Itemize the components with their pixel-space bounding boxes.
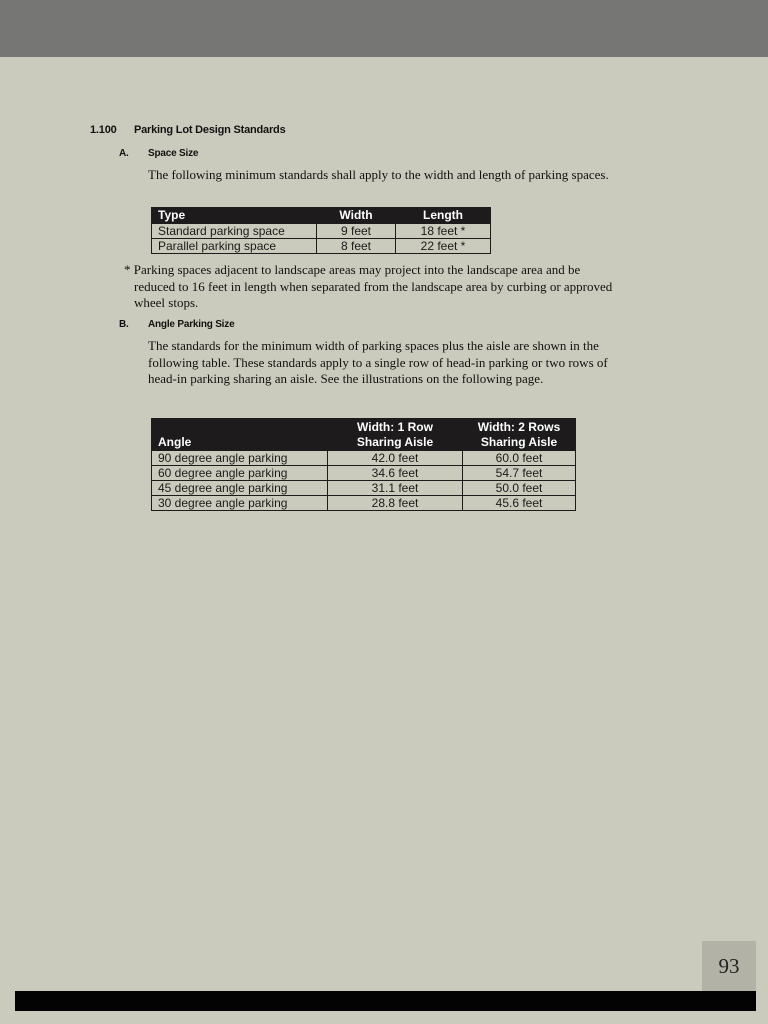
table-cell: 22 feet * <box>396 239 491 254</box>
footnote: * Parking spaces adjacent to landscape areas may project into the landscape area and be reduced to 16 feet in length when separated from the landscape area by curbing or approved wheel stops. <box>124 262 613 310</box>
table-cell: 60 degree angle parking <box>152 466 328 481</box>
table-header-row <box>152 208 491 224</box>
subsection-a-title: Space Size <box>148 148 199 159</box>
column-header: Width <box>317 208 396 224</box>
table-row <box>152 496 576 511</box>
subsection-b-title: Angle Parking Size <box>148 319 235 330</box>
table-cell: 45.6 feet <box>463 496 576 511</box>
table-cell: 34.6 feet <box>328 466 463 481</box>
table-cell: 8 feet <box>317 239 396 254</box>
section-heading <box>90 124 285 136</box>
column-header: Length <box>396 208 491 224</box>
table-row <box>152 224 491 239</box>
page-number-box <box>702 941 756 991</box>
angle-parking-paragraph: The standards for the minimum width of parking spaces plus the aisle are shown in the following table. These standards apply to a single row of head-in parking or two rows of head-in parking sharing an aisle. See the illustrations on the following page. <box>148 338 608 386</box>
table-cell: 42.0 feet <box>328 451 463 466</box>
table-cell: 30 degree angle parking <box>152 496 328 511</box>
page-number: 93 <box>718 953 740 978</box>
column-header: Type <box>152 208 317 224</box>
table-cell: 45 degree angle parking <box>152 481 328 496</box>
table-cell: 60.0 feet <box>463 451 576 466</box>
table-row <box>152 481 576 496</box>
column-header: Angle <box>152 419 328 451</box>
table-cell: 90 degree angle parking <box>152 451 328 466</box>
space-size-paragraph: The following minimum standards shall apply to the width and length of parking spaces. <box>148 167 609 182</box>
table-cell: 54.7 feet <box>463 466 576 481</box>
table-row <box>152 466 576 481</box>
subsection-a-letter: A. <box>119 148 129 159</box>
section-number: 1.100 <box>90 124 117 136</box>
table-cell: 31.1 feet <box>328 481 463 496</box>
table-cell: 18 feet * <box>396 224 491 239</box>
table-row <box>152 239 491 254</box>
table-cell: Standard parking space <box>152 224 317 239</box>
section-title: Parking Lot Design Standards <box>134 124 286 136</box>
table-header-row <box>152 419 576 451</box>
subsection-b-letter: B. <box>119 319 129 330</box>
table-row <box>152 451 576 466</box>
footer-bar <box>15 991 756 1011</box>
table-cell: 50.0 feet <box>463 481 576 496</box>
table-cell: 9 feet <box>317 224 396 239</box>
column-header: Width: 2 Rows Sharing Aisle <box>463 419 576 451</box>
table-cell: Parallel parking space <box>152 239 317 254</box>
space-size-table <box>151 207 491 254</box>
table-cell: 28.8 feet <box>328 496 463 511</box>
column-header: Width: 1 Row Sharing Aisle <box>328 419 463 451</box>
header-band <box>0 0 768 57</box>
angle-parking-table <box>151 418 576 511</box>
